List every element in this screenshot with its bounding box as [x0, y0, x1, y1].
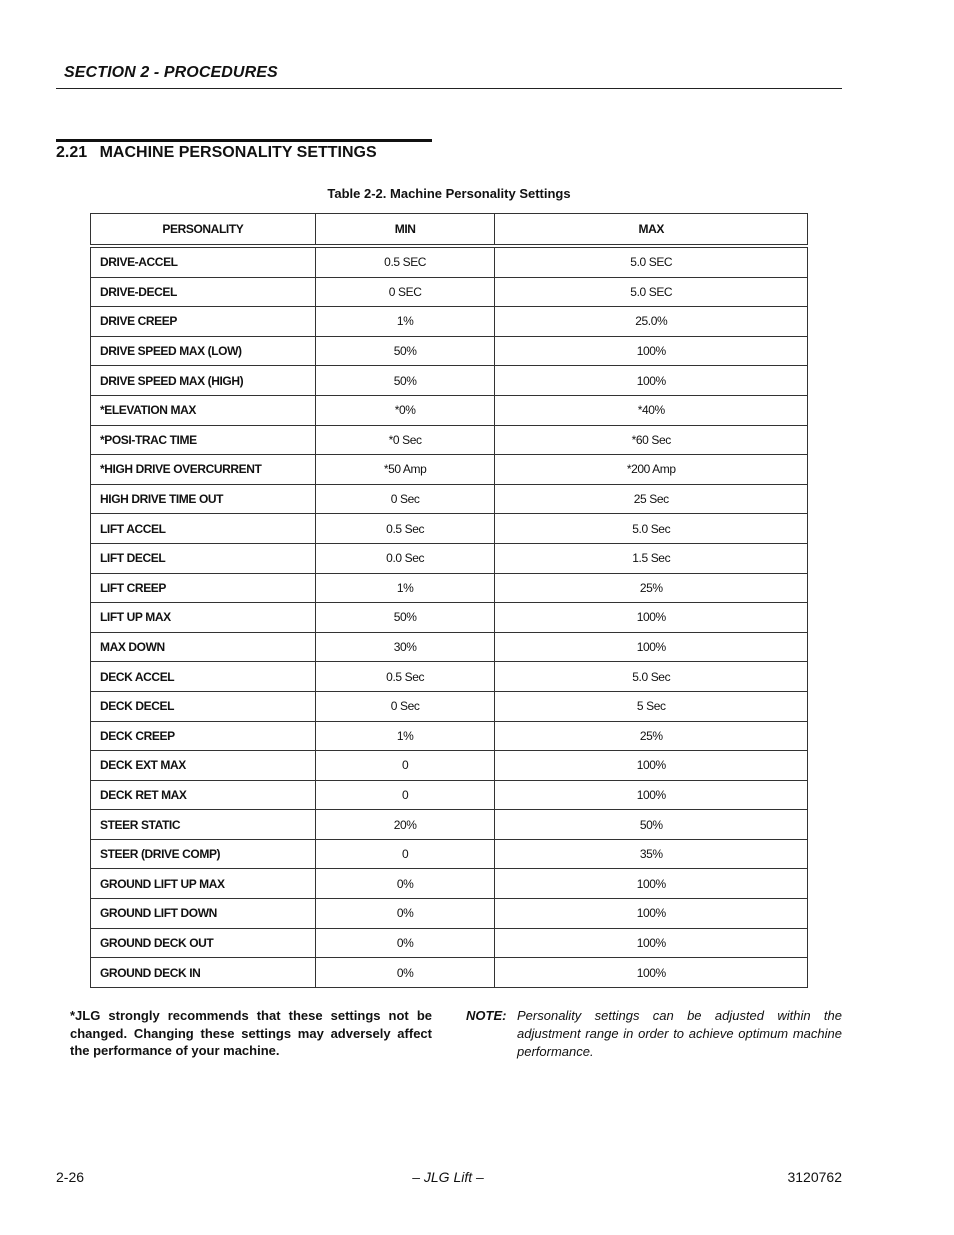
table-row [91, 958, 808, 988]
table-row [91, 484, 808, 514]
note-text: Personality settings can be adjusted within the adjustment range in order to achieve optimum machine performance. [517, 1008, 842, 1059]
note [466, 1007, 842, 1061]
setting-max: 100% [495, 928, 808, 958]
setting-min: 0 Sec [315, 691, 495, 721]
setting-min: 0 Sec [315, 484, 495, 514]
table-row [91, 662, 808, 692]
setting-max: *40% [495, 395, 808, 425]
setting-max: 5.0 Sec [495, 662, 808, 692]
setting-max: 25.0% [495, 307, 808, 337]
table-row [91, 603, 808, 633]
setting-min: *0% [315, 395, 495, 425]
table-row [91, 691, 808, 721]
table-row [91, 869, 808, 899]
setting-min: 0.5 Sec [315, 514, 495, 544]
setting-min: 0.0 Sec [315, 543, 495, 573]
setting-min: 0% [315, 928, 495, 958]
setting-min: 30% [315, 632, 495, 662]
table-row [91, 721, 808, 751]
table-row [91, 425, 808, 455]
note-label: NOTE: [466, 1008, 507, 1023]
table-row [91, 573, 808, 603]
setting-name: GROUND LIFT UP MAX [91, 869, 316, 899]
setting-name: LIFT CREEP [91, 573, 316, 603]
table-row [91, 751, 808, 781]
setting-min: 0 [315, 839, 495, 869]
personality-settings-table [90, 213, 808, 988]
setting-min: 0 [315, 780, 495, 810]
setting-name: MAX DOWN [91, 632, 316, 662]
setting-max: 5.0 Sec [495, 514, 808, 544]
table-row [91, 336, 808, 366]
setting-max: 100% [495, 780, 808, 810]
setting-max: 5.0 SEC [495, 277, 808, 307]
setting-max: 100% [495, 366, 808, 396]
setting-max: 100% [495, 751, 808, 781]
setting-max: 5 Sec [495, 691, 808, 721]
setting-max: 25 Sec [495, 484, 808, 514]
page-number: 2-26 [56, 1169, 85, 1185]
setting-max: 50% [495, 810, 808, 840]
setting-name: STEER (DRIVE COMP) [91, 839, 316, 869]
setting-name: HIGH DRIVE TIME OUT [91, 484, 316, 514]
setting-min: 1% [315, 721, 495, 751]
setting-max: 25% [495, 573, 808, 603]
setting-name: DRIVE SPEED MAX (LOW) [91, 336, 316, 366]
setting-min: 50% [315, 366, 495, 396]
setting-name: DRIVE CREEP [91, 307, 316, 337]
header-min: MIN [315, 214, 495, 247]
header-max: MAX [495, 214, 808, 247]
table-row [91, 455, 808, 485]
setting-name: DRIVE-DECEL [91, 277, 316, 307]
header-personality: PERSONALITY [91, 214, 316, 247]
setting-max: 100% [495, 632, 808, 662]
footer-brand: – JLG Lift – [412, 1169, 484, 1185]
table-body [91, 246, 808, 987]
table-header-row [91, 214, 808, 247]
setting-max: 1.5 Sec [495, 543, 808, 573]
setting-min: 0 [315, 751, 495, 781]
setting-max: *200 Amp [495, 455, 808, 485]
table-row [91, 366, 808, 396]
setting-min: 0% [315, 869, 495, 899]
title-rule [56, 139, 432, 142]
document-number: 3120762 [787, 1169, 842, 1185]
setting-min: 0% [315, 958, 495, 988]
setting-max: 25% [495, 721, 808, 751]
footnote: *JLG strongly recommends that these settings not be changed. Changing these settings may adversely affect the performance of your machine. [70, 1008, 432, 1058]
setting-name: *HIGH DRIVE OVERCURRENT [91, 455, 316, 485]
setting-min: 0.5 SEC [315, 246, 495, 277]
setting-name: DRIVE-ACCEL [91, 246, 316, 277]
setting-max: 100% [495, 869, 808, 899]
setting-min: *50 Amp [315, 455, 495, 485]
setting-name: LIFT DECEL [91, 543, 316, 573]
setting-min: 0 SEC [315, 277, 495, 307]
table-row [91, 928, 808, 958]
setting-name: DECK EXT MAX [91, 751, 316, 781]
setting-min: 50% [315, 603, 495, 633]
setting-max: 100% [495, 336, 808, 366]
setting-name: GROUND DECK OUT [91, 928, 316, 958]
table-row [91, 277, 808, 307]
setting-name: *ELEVATION MAX [91, 395, 316, 425]
setting-max: 5.0 SEC [495, 246, 808, 277]
section-header: SECTION 2 - PROCEDURES [64, 64, 278, 81]
table-row [91, 395, 808, 425]
table-row [91, 839, 808, 869]
table-caption: Table 2-2. Machine Personality Settings [327, 186, 571, 201]
setting-min: 1% [315, 307, 495, 337]
table-row [91, 632, 808, 662]
setting-name: DRIVE SPEED MAX (HIGH) [91, 366, 316, 396]
table-row [91, 246, 808, 277]
section-title [56, 144, 377, 162]
section-title-text: MACHINE PERSONALITY SETTINGS [99, 144, 377, 161]
setting-max: *60 Sec [495, 425, 808, 455]
setting-name: STEER STATIC [91, 810, 316, 840]
setting-name: LIFT UP MAX [91, 603, 316, 633]
setting-max: 35% [495, 839, 808, 869]
setting-name: DECK CREEP [91, 721, 316, 751]
table-row [91, 307, 808, 337]
setting-name: DECK RET MAX [91, 780, 316, 810]
setting-name: DECK DECEL [91, 691, 316, 721]
setting-min: *0 Sec [315, 425, 495, 455]
table-row [91, 543, 808, 573]
setting-name: *POSI-TRAC TIME [91, 425, 316, 455]
setting-max: 100% [495, 899, 808, 929]
setting-max: 100% [495, 603, 808, 633]
setting-min: 50% [315, 336, 495, 366]
setting-min: 0% [315, 899, 495, 929]
setting-min: 1% [315, 573, 495, 603]
setting-min: 0.5 Sec [315, 662, 495, 692]
setting-max: 100% [495, 958, 808, 988]
table-row [91, 899, 808, 929]
section-number: 2.21 [56, 144, 88, 161]
setting-name: LIFT ACCEL [91, 514, 316, 544]
setting-name: DECK ACCEL [91, 662, 316, 692]
setting-name: GROUND DECK IN [91, 958, 316, 988]
setting-min: 20% [315, 810, 495, 840]
table-row [91, 514, 808, 544]
header-rule [56, 88, 842, 89]
setting-name: GROUND LIFT DOWN [91, 899, 316, 929]
table-row [91, 810, 808, 840]
table-row [91, 780, 808, 810]
